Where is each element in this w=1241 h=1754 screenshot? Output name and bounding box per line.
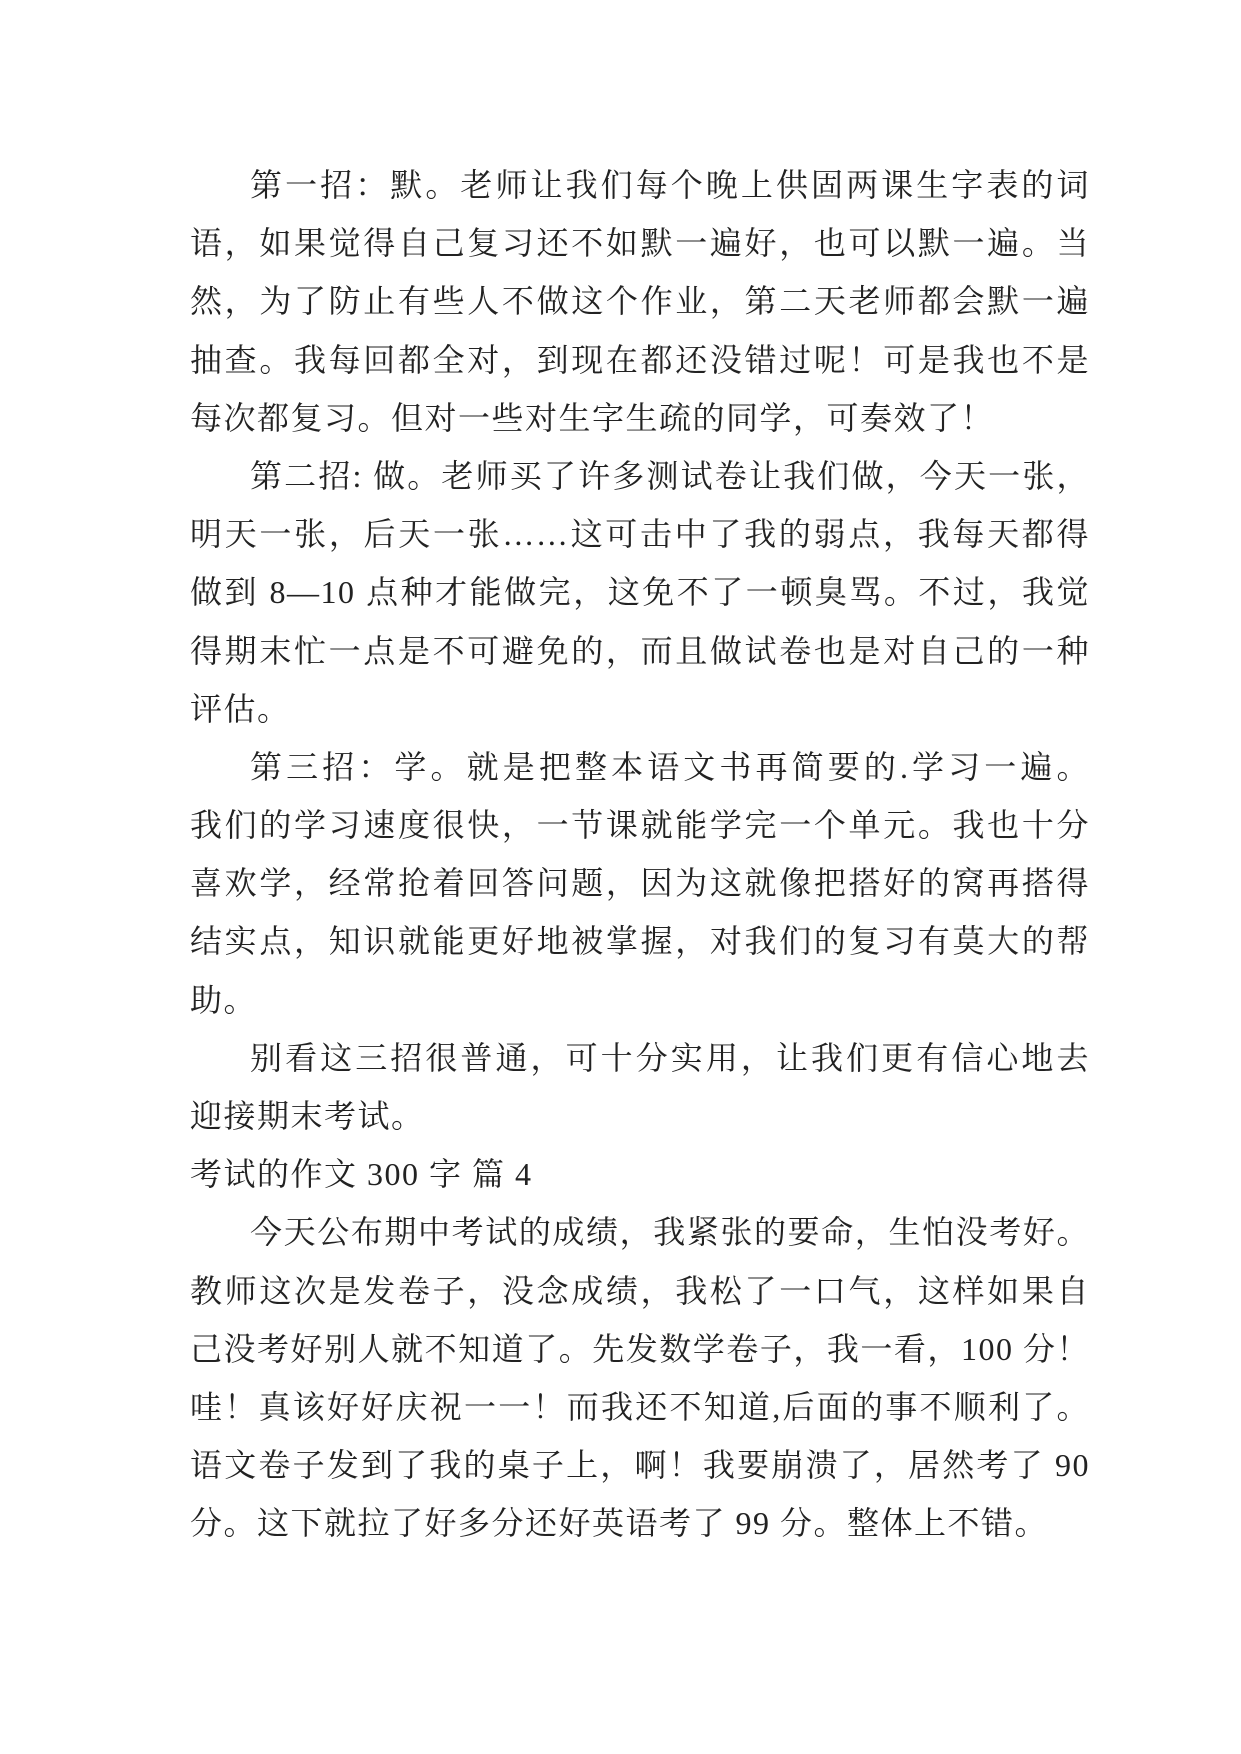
text-line: 语文卷子发到了我的桌子上，啊！我要崩溃了，居然考了 90 <box>190 1447 1090 1484</box>
text-line: 分。这下就拉了好多分还好英语考了 99 分。整体上不错。 <box>190 1505 1049 1542</box>
text-line: 迎接期末考试。 <box>190 1098 425 1134</box>
text-line: 语，如果觉得自己复习还不如默一遍好，也可以默一遍。当 <box>190 225 1090 262</box>
text-line: 然，为了防止有些人不做这个作业，第二天老师都会默一遍 <box>190 283 1090 320</box>
text-line: 每次都复习。但对一些对生字生疏的同学，可奏效了！ <box>190 399 995 436</box>
section-heading: 考试的作文 300 字 篇 4 <box>190 1156 533 1193</box>
text-line: 第三招：学。就是把整本语文书再简要的.学习一遍。 <box>250 748 1090 785</box>
text-line: 喜欢学，经常抢着回答问题，因为这就像把搭好的窝再搭得 <box>190 865 1090 902</box>
text-line: 做到 8—10 点种才能做完，这免不了一顿臭骂。不过，我觉 <box>190 574 1090 611</box>
text-line: 己没考好别人就不知道了。先发数学卷子，我一看，100 分！ <box>190 1330 1090 1367</box>
text-line: 助。 <box>190 981 258 1018</box>
text-line: 结实点，知识就能更好地被掌握，对我们的复习有莫大的帮 <box>190 923 1090 960</box>
text-line: 第二招: 做。老师买了许多测试卷让我们做，今天一张， <box>250 457 1090 494</box>
text-line: 第一招：默。老师让我们每个晚上供固两课生字表的词 <box>250 167 1090 203</box>
text-line: 别看这三招很普通，可十分实用，让我们更有信心地去 <box>250 1039 1090 1076</box>
text-line: 今天公布期中考试的成绩，我紧张的要命，生怕没考好。 <box>250 1214 1090 1251</box>
text-line: 评估。 <box>190 690 291 727</box>
text-line: 我们的学习速度很快，一节课就能学完一个单元。我也十分 <box>190 807 1090 844</box>
text-line: 得期末忙一点是不可避免的，而且做试卷也是对自己的一种 <box>190 632 1090 669</box>
text-line: 抽查。我每回都全对，到现在都还没错过呢！可是我也不是 <box>190 341 1090 378</box>
text-line: 明天一张，后天一张……这可击中了我的弱点，我每天都得 <box>190 516 1090 553</box>
text-line: 哇！真该好好庆祝一一！而我还不知道,后面的事不顺利了。 <box>190 1388 1090 1425</box>
essay-text-block <box>190 156 1090 1553</box>
text-line: 教师这次是发卷子，没念成绩，我松了一口气，这样如果自 <box>190 1272 1090 1309</box>
